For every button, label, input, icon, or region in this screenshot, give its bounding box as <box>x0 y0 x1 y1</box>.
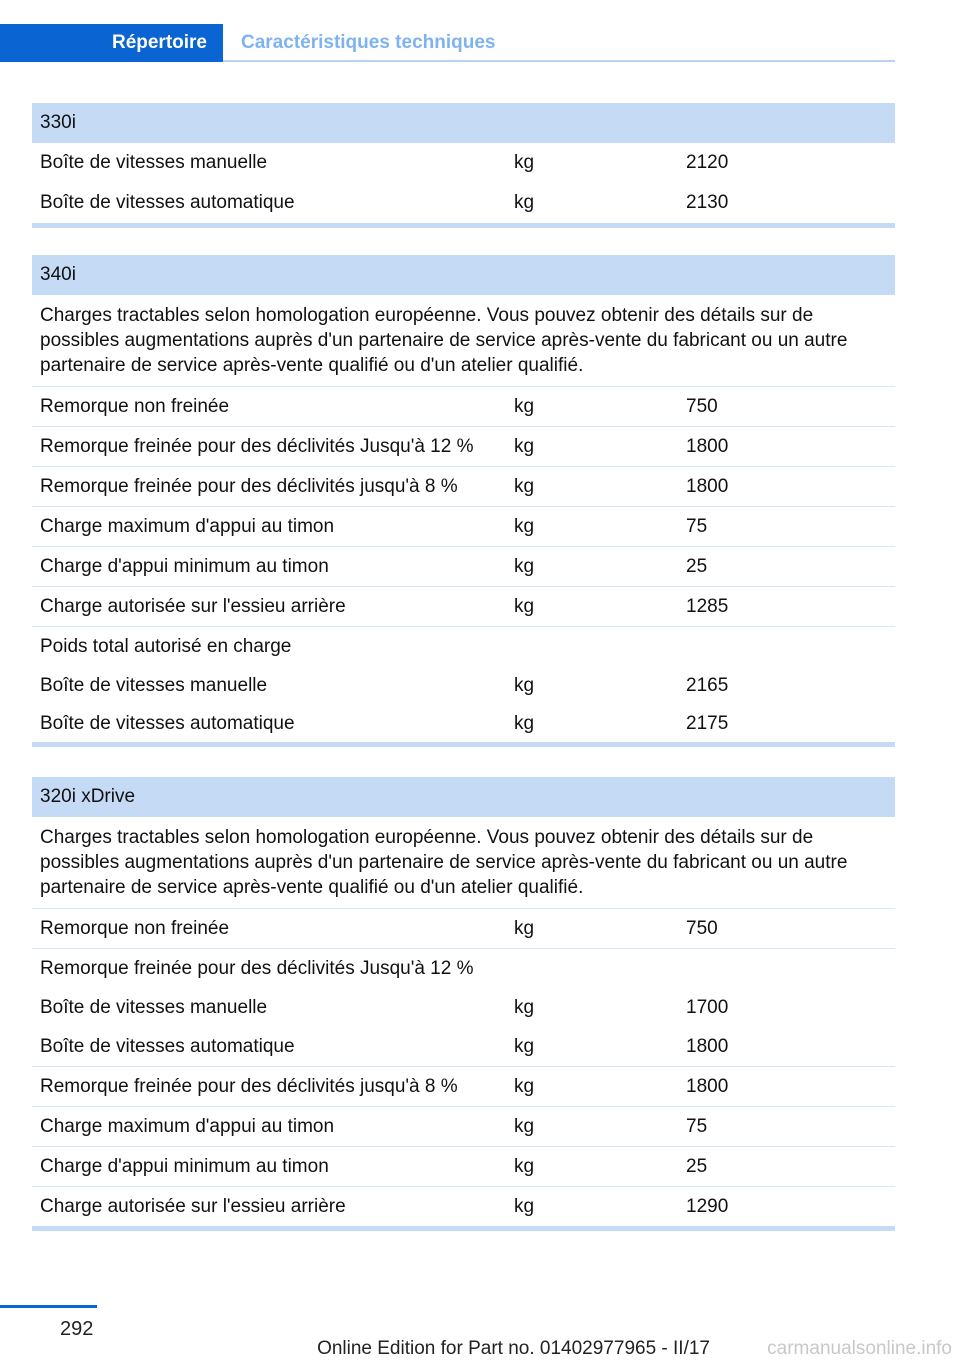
table-row <box>32 183 895 223</box>
row-value: 1800 <box>686 436 729 457</box>
row-value: 75 <box>686 1116 708 1137</box>
row-unit: kg <box>514 192 535 213</box>
row-label: Remorque non freinée <box>40 396 230 417</box>
watermark: carmanualsonline.info <box>767 1338 952 1359</box>
row-value: 1800 <box>686 1036 729 1057</box>
table-row <box>32 948 895 988</box>
row-unit: kg <box>514 1196 535 1217</box>
row-value: 1800 <box>686 1076 729 1097</box>
table-row <box>32 586 895 626</box>
row-label: Boîte de vitesses manuelle <box>40 997 268 1018</box>
table-row <box>32 426 895 466</box>
table-row <box>32 546 895 586</box>
row-label: Boîte de vitesses automatique <box>40 713 295 734</box>
section-330i <box>32 103 895 228</box>
row-label: Charge maximum d'appui au timon <box>40 1116 335 1137</box>
row-unit: kg <box>514 476 535 497</box>
table-row <box>32 666 895 704</box>
row-label: Boîte de vitesses manuelle <box>40 675 268 696</box>
row-value: 25 <box>686 1156 708 1177</box>
table-row <box>32 626 895 666</box>
table-row <box>32 1066 895 1106</box>
row-unit: kg <box>514 1076 535 1097</box>
section-340i <box>32 255 895 747</box>
section-note: Charges tractables selon homologation européenne. Vous pouvez obtenir des détails sur de possibles augmentations auprès d'un partenaire de service après-vente du fabricant ou un autre partenaire de service après-vente qualifié ou d'un atelier qualifié. <box>40 305 848 376</box>
row-label: Remorque freinée pour des déclivités jusqu'à 8 % <box>40 1076 458 1097</box>
row-unit: kg <box>514 152 535 173</box>
section-bottom-rule <box>32 223 895 228</box>
row-unit: kg <box>514 436 535 457</box>
row-value: 2165 <box>686 675 729 696</box>
tab-caracteristiques-techniques[interactable]: Caractéristiques techniques <box>241 32 496 53</box>
section-title: 330i <box>32 103 895 143</box>
row-label: Remorque freinée pour des déclivités Jusqu'à 12 % <box>40 958 474 979</box>
row-unit: kg <box>514 556 535 577</box>
section-title: 320i xDrive <box>32 777 895 817</box>
section-bottom-rule <box>32 1226 895 1231</box>
row-value: 750 <box>686 396 718 417</box>
table-row <box>32 143 895 183</box>
edition-note: Online Edition for Part no. 01402977965 - II/17 <box>317 1338 710 1359</box>
row-label: Remorque non freinée <box>40 918 230 939</box>
row-unit: kg <box>514 675 535 696</box>
page-number: 292 <box>60 1318 94 1340</box>
row-value: 25 <box>686 556 708 577</box>
row-label: Charge autorisée sur l'essieu arrière <box>40 1196 346 1217</box>
row-label: Charge autorisée sur l'essieu arrière <box>40 596 346 617</box>
table-row <box>32 704 895 742</box>
table-row <box>32 908 895 948</box>
row-value: 1800 <box>686 476 729 497</box>
row-unit: kg <box>514 997 535 1018</box>
table-row <box>32 386 895 426</box>
row-label: Charge d'appui minimum au timon <box>40 1156 329 1177</box>
table-row <box>32 988 895 1027</box>
row-label: Boîte de vitesses automatique <box>40 192 295 213</box>
row-value: 1290 <box>686 1196 729 1217</box>
row-unit: kg <box>514 516 535 537</box>
header-divider <box>223 60 895 62</box>
table-row <box>32 506 895 546</box>
row-label: Boîte de vitesses automatique <box>40 1036 295 1057</box>
row-label: Poids total autorisé en charge <box>40 636 292 657</box>
row-label: Boîte de vitesses manuelle <box>40 152 268 173</box>
row-unit: kg <box>514 713 535 734</box>
row-value: 1700 <box>686 997 729 1018</box>
row-unit: kg <box>514 396 535 417</box>
row-value: 2175 <box>686 713 729 734</box>
row-value: 2130 <box>686 192 729 213</box>
table-row <box>32 1186 895 1226</box>
row-value: 750 <box>686 918 718 939</box>
row-label: Remorque freinée pour des déclivités Jusqu'à 12 % <box>40 436 474 457</box>
table-row <box>32 1027 895 1066</box>
section-320i-xdrive <box>32 777 895 1231</box>
row-label: Charge d'appui minimum au timon <box>40 556 329 577</box>
page-header <box>0 24 895 62</box>
row-unit: kg <box>514 1116 535 1137</box>
section-note: Charges tractables selon homologation européenne. Vous pouvez obtenir des détails sur de possibles augmentations auprès d'un partenaire de service après-vente du fabricant ou un autre partenaire de service après-vente qualifié ou d'un atelier qualifié. <box>40 827 848 898</box>
row-value: 1285 <box>686 596 729 617</box>
row-unit: kg <box>514 596 535 617</box>
row-label: Remorque freinée pour des déclivités jusqu'à 8 % <box>40 476 458 497</box>
section-title: 340i <box>32 255 895 295</box>
footer-accent-rule <box>0 1305 97 1308</box>
row-label: Charge maximum d'appui au timon <box>40 516 335 537</box>
table-row <box>32 466 895 506</box>
row-value: 75 <box>686 516 708 537</box>
row-value: 2120 <box>686 152 729 173</box>
row-unit: kg <box>514 918 535 939</box>
row-unit: kg <box>514 1156 535 1177</box>
tab-repertoire[interactable]: Répertoire <box>0 24 223 62</box>
table-row <box>32 1146 895 1186</box>
row-unit: kg <box>514 1036 535 1057</box>
table-row <box>32 1106 895 1146</box>
